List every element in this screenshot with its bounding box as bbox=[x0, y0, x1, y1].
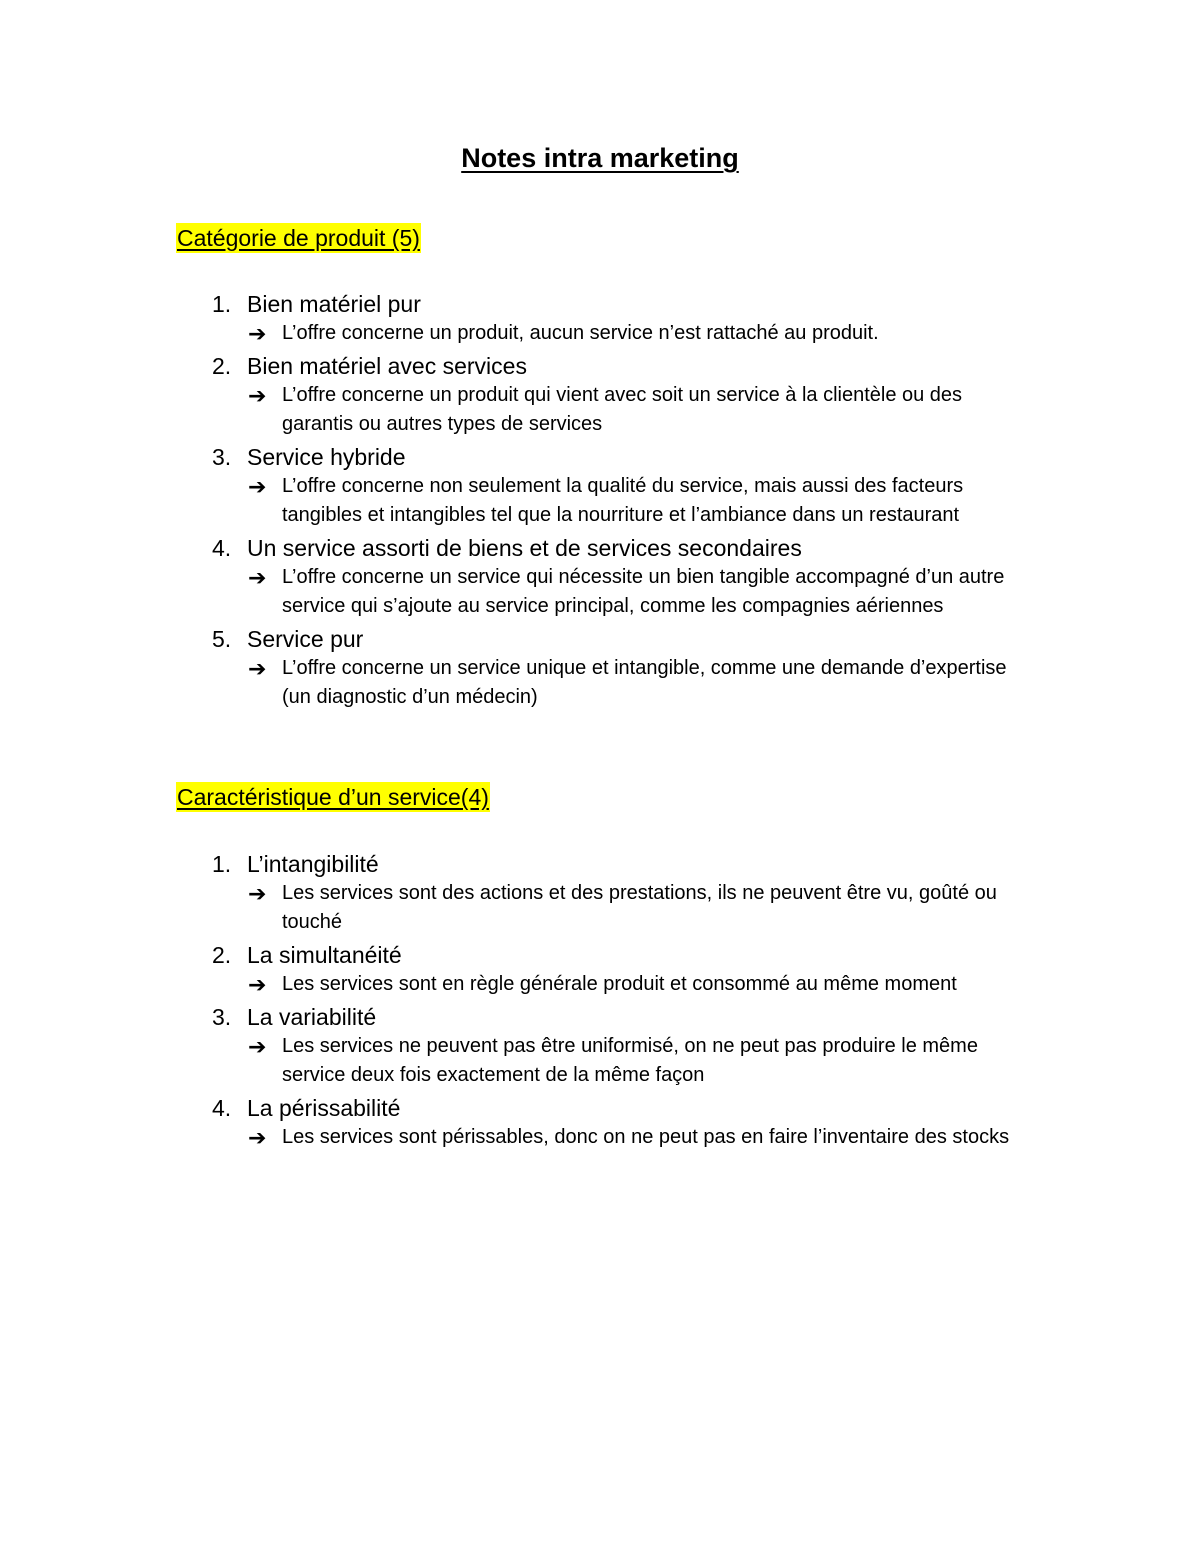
right-arrow-icon: ➔ bbox=[248, 656, 267, 681]
item-number: 5. bbox=[212, 626, 232, 652]
right-arrow-icon: ➔ bbox=[248, 1125, 267, 1150]
right-arrow-icon: ➔ bbox=[248, 321, 267, 346]
item-label: Service pur bbox=[247, 626, 364, 652]
item-label: La simultanéité bbox=[247, 942, 402, 968]
right-arrow-icon: ➔ bbox=[248, 474, 267, 499]
right-arrow-icon: ➔ bbox=[248, 972, 267, 997]
item-description: L’offre concerne un produit qui vient avec soit un service à la clientèle ou des garantis ou autres types de services bbox=[282, 384, 963, 435]
item-number: 2. bbox=[212, 353, 232, 379]
right-arrow-icon: ➔ bbox=[248, 881, 267, 906]
item-description: L’offre concerne un produit, aucun service n’est rattaché au produit. bbox=[282, 322, 879, 344]
section-heading-caracteristique: Caractéristique d’un service(4) bbox=[177, 784, 489, 810]
item-number: 1. bbox=[212, 291, 232, 317]
item-description: Les services sont périssables, donc on ne peut pas en faire l’inventaire des stocks bbox=[282, 1126, 1010, 1148]
item-label: Service hybride bbox=[247, 444, 406, 470]
item-label: L’intangibilité bbox=[247, 851, 379, 877]
right-arrow-icon: ➔ bbox=[248, 1034, 267, 1059]
list-item bbox=[176, 351, 1036, 442]
list-item bbox=[176, 533, 1036, 624]
list-item bbox=[176, 289, 1036, 351]
section-heading-categorie: Catégorie de produit (5) bbox=[177, 225, 420, 251]
list-item bbox=[176, 624, 1036, 715]
item-description: L’offre concerne un service qui nécessite un bien tangible accompagné d’un autre service qui s’ajoute au service principal, comme les compagnies aériennes bbox=[282, 566, 1005, 617]
item-label: La variabilité bbox=[247, 1004, 377, 1030]
item-label: La périssabilité bbox=[247, 1095, 401, 1121]
item-number: 1. bbox=[212, 851, 232, 877]
list-item bbox=[176, 849, 1036, 940]
item-description: Les services sont des actions et des prestations, ils ne peuvent être vu, goûté ou touché bbox=[282, 882, 997, 933]
item-description: Les services ne peuvent pas être uniformisé, on ne peut pas produire le même service deux fois exactement de la même façon bbox=[282, 1035, 978, 1086]
item-number: 2. bbox=[212, 942, 232, 968]
item-label: Bien matériel pur bbox=[247, 291, 421, 317]
item-label: Un service assorti de biens et de services secondaires bbox=[247, 535, 802, 561]
list-item bbox=[176, 1002, 1036, 1093]
list-item bbox=[176, 442, 1036, 533]
item-number: 3. bbox=[212, 444, 232, 470]
list-item bbox=[176, 940, 1036, 1002]
right-arrow-icon: ➔ bbox=[248, 565, 267, 590]
item-description: L’offre concerne non seulement la qualité du service, mais aussi des facteurs tangibles et intangibles tel que la nourriture et l’ambiance dans un restaurant bbox=[282, 475, 964, 526]
item-number: 3. bbox=[212, 1004, 232, 1030]
right-arrow-icon: ➔ bbox=[248, 383, 267, 408]
page-title: Notes intra marketing bbox=[461, 143, 739, 173]
item-number: 4. bbox=[212, 1095, 232, 1121]
item-label: Bien matériel avec services bbox=[247, 353, 527, 379]
list-categorie-produit bbox=[176, 289, 1036, 715]
item-number: 4. bbox=[212, 535, 232, 561]
item-description: L’offre concerne un service unique et intangible, comme une demande d’expertise (un diagnostic d’un médecin) bbox=[282, 657, 1007, 708]
item-description: Les services sont en règle générale produit et consommé au même moment bbox=[282, 973, 957, 995]
list-caracteristique-service bbox=[176, 849, 1036, 1155]
list-item bbox=[176, 1093, 1036, 1155]
